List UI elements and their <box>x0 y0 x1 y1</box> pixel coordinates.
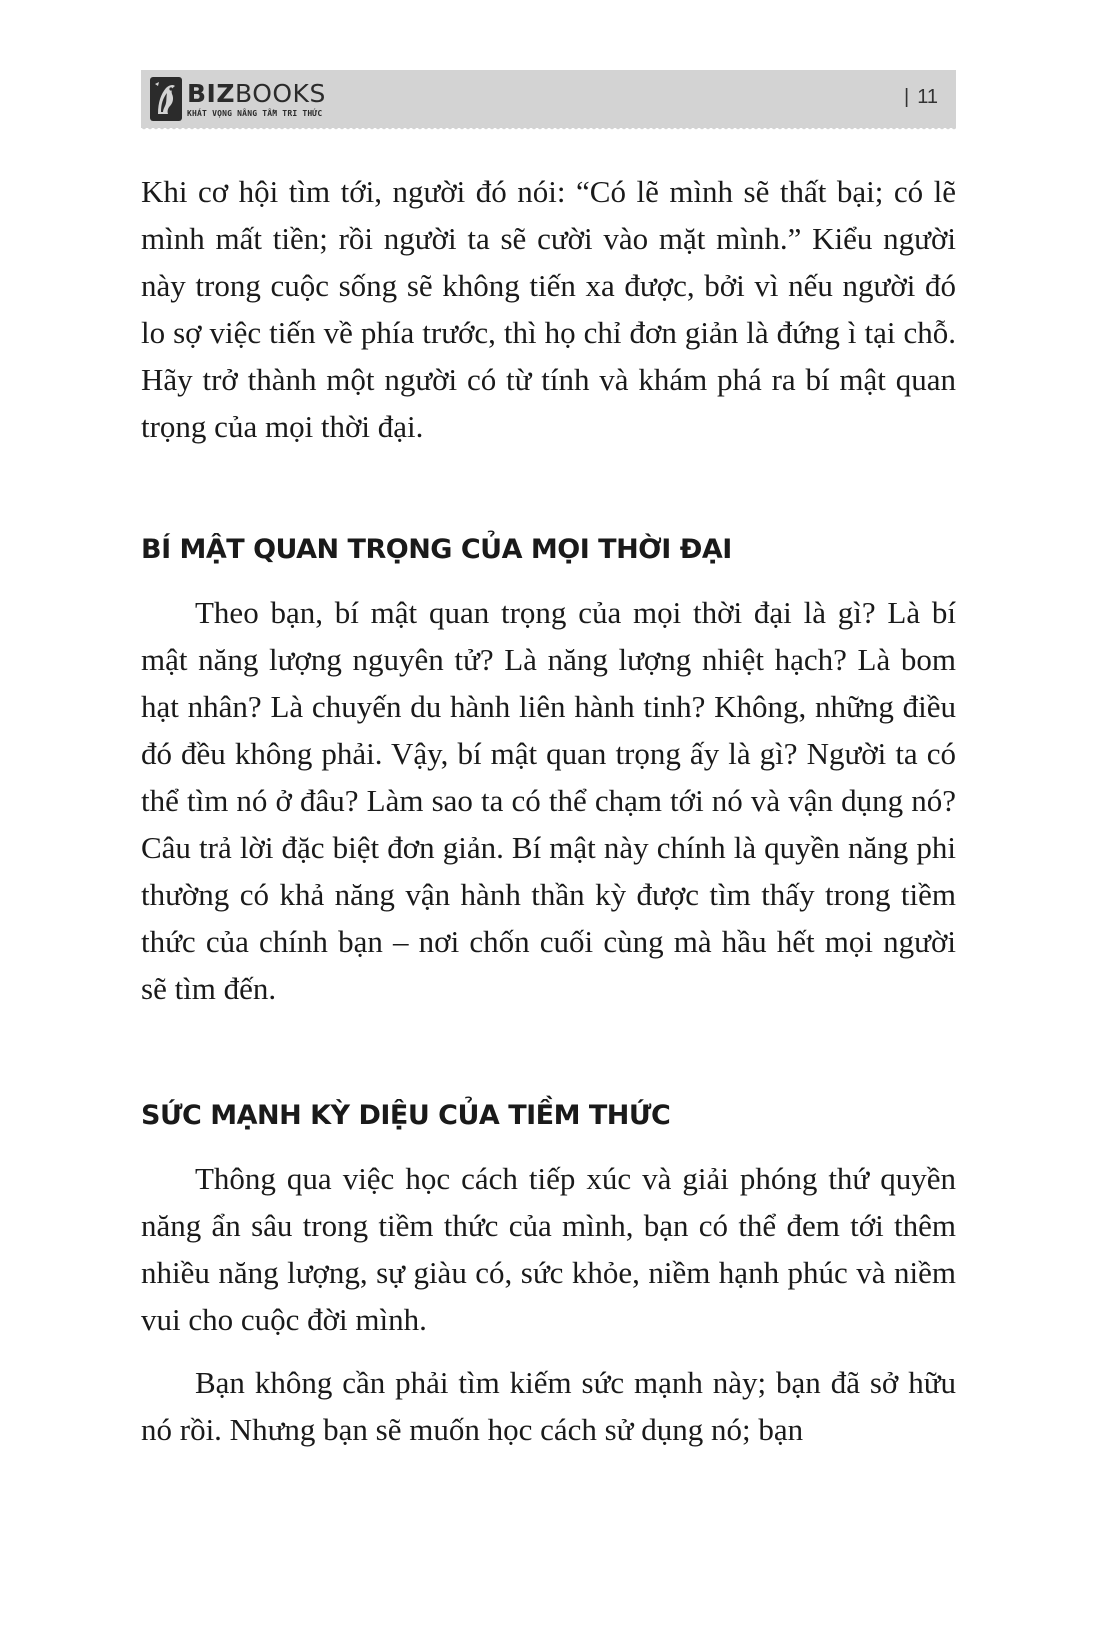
paragraph-3: Thông qua việc học cách tiếp xúc và giải phóng thứ quyền năng ẩn sâu trong tiềm thức của mình, bạn có thể đem tới thêm nhiều năng lượng, sự giàu có, sức khỏe, niềm hạnh phúc và niềm vui cho cuộc đời mình. <box>141 1161 956 1337</box>
brand-name-bold: BIZ <box>187 78 235 108</box>
page-body <box>141 168 956 1453</box>
section-heading-1: BÍ MẬT QUAN TRỌNG CỦA MỌI THỜI ĐẠI <box>141 534 732 565</box>
running-header <box>141 70 956 128</box>
bizbooks-logo-icon <box>149 76 183 122</box>
page-number-separator: | <box>904 86 910 108</box>
brand-name <box>187 78 326 108</box>
brand-name-light: BOOKS <box>234 78 326 108</box>
paragraph-4: Bạn không cần phải tìm kiếm sức mạnh này; bạn đã sở hữu nó rồi. Nhưng bạn sẽ muốn học cách sử dụng nó; bạn <box>141 1365 956 1447</box>
publisher-logo <box>149 76 326 122</box>
paragraph-2: Theo bạn, bí mật quan trọng của mọi thời đại là gì? Là bí mật năng lượng nguyên tử? Là năng lượng nhiệt hạch? Là bom hạt nhân? Là chuyến du hành liên hành tinh? Không, những điều đó đều không phải. Vậy, bí mật quan trọng ấy là gì? Người ta có thể tìm nó ở đâu? Làm sao ta có thể chạm tới nó và vận dụng nó? Câu trả lời đặc biệt đơn giản. Bí mật này chính là quyền năng phi thường có khả năng vận hành thần kỳ được tìm thấy trong tiềm thức của chính bạn – nơi chốn cuối cùng mà hầu hết mọi người sẽ tìm đến. <box>141 595 956 1006</box>
paragraph-1: Khi cơ hội tìm tới, người đó nói: “Có lẽ mình sẽ thất bại; có lẽ mình mất tiền; rồi người ta sẽ cười vào mặt mình.” Kiểu người này trong cuộc sống sẽ không tiến xa được, bởi vì nếu người đó lo sợ việc tiến về phía trước, thì họ chỉ đơn giản là đứng ì tại chỗ. Hãy trở thành một người có từ tính và khám phá ra bí mật quan trọng của mọi thời đại. <box>141 174 956 444</box>
brand-tagline: KHÁT VỌNG NÂNG TẦM TRI THỨC <box>187 108 323 118</box>
page-number <box>904 86 938 109</box>
section-heading-2: SỨC MẠNH KỲ DIỆU CỦA TIỀM THỨC <box>141 1100 671 1131</box>
page-number-value: 11 <box>917 86 938 108</box>
